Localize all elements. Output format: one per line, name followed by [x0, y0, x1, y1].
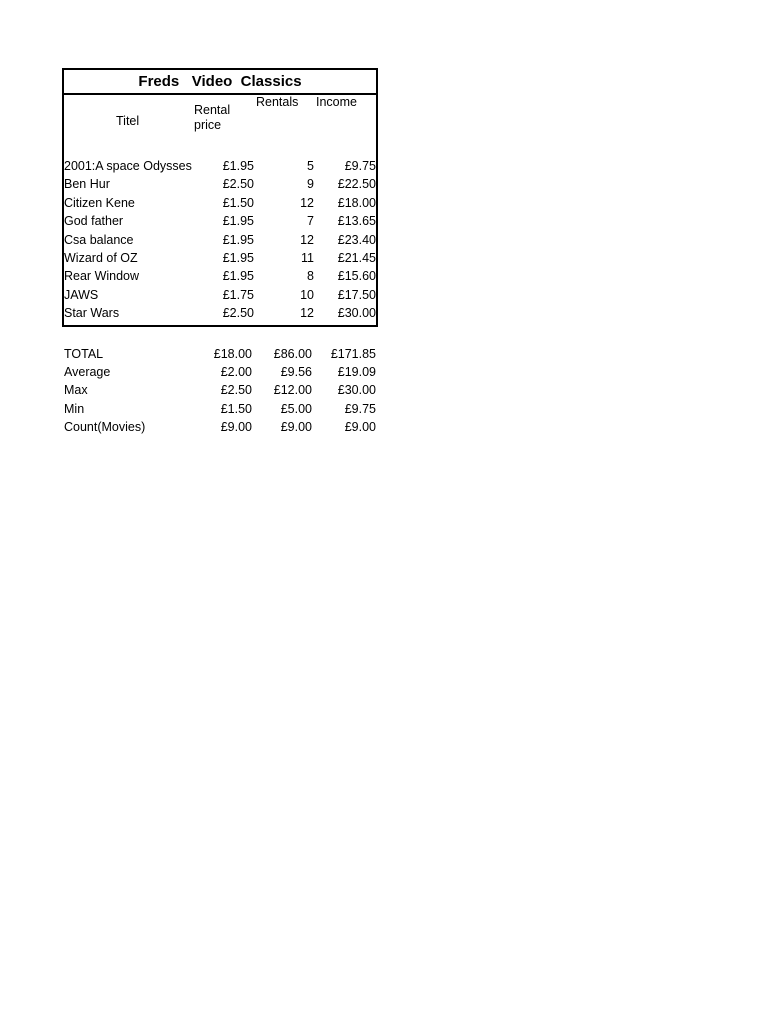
movie-rentals: 12: [300, 232, 314, 247]
summary-label: Average: [64, 364, 111, 379]
movie-rentals: 10: [300, 287, 314, 302]
summary-income: £171.85: [330, 346, 376, 361]
movie-income: £13.65: [337, 214, 376, 229]
summary-row-min: [62, 400, 378, 418]
summary-rentals: £5.00: [280, 401, 312, 416]
summary-block: [62, 345, 378, 437]
movie-title: God father: [64, 214, 124, 229]
table-row: [64, 157, 376, 175]
summary-label: Max: [64, 383, 88, 398]
movie-income: £23.40: [337, 232, 376, 247]
summary-price: £18.00: [213, 346, 252, 361]
summary-rentals: £9.56: [280, 364, 312, 379]
summary-price: £9.00: [220, 420, 252, 435]
summary-row-average: [62, 363, 378, 381]
movie-price: £1.50: [222, 195, 254, 210]
movie-income: £21.45: [337, 250, 376, 265]
movie-rentals: 8: [307, 269, 314, 284]
movie-rentals: 5: [307, 159, 314, 173]
movie-income: £18.00: [337, 195, 376, 210]
summary-row-max: [62, 381, 378, 399]
header-rentals: Rentals: [256, 95, 299, 109]
movie-income: £30.00: [337, 306, 376, 321]
movie-price: £1.95: [222, 159, 254, 173]
summary-rentals: £86.00: [273, 346, 312, 361]
movie-title: Wizard of OZ: [64, 250, 138, 265]
summary-label: Count(Movies): [64, 420, 146, 435]
movie-income: £9.75: [344, 159, 376, 173]
summary-income: £19.09: [337, 364, 376, 379]
table-row: [64, 267, 376, 285]
header-rental-price: Rental price: [194, 103, 231, 132]
table-row: [64, 212, 376, 230]
movie-income: £22.50: [337, 177, 376, 192]
table-title: Freds Video Classics: [64, 70, 376, 95]
summary-price: £1.50: [220, 401, 252, 416]
movie-price: £1.95: [222, 232, 254, 247]
movie-price: £2.50: [222, 306, 254, 321]
movie-title: 2001:A space Odysses: [64, 159, 192, 173]
summary-price: £2.50: [220, 383, 252, 398]
summary-row-count: [62, 418, 378, 436]
movie-title: Ben Hur: [64, 177, 110, 192]
movie-income: £17.50: [337, 287, 376, 302]
movie-rentals: 9: [307, 177, 314, 192]
header-income: Income: [316, 95, 357, 109]
movie-price: £2.50: [222, 177, 254, 192]
summary-income: £30.00: [337, 383, 376, 398]
summary-label: TOTAL: [64, 346, 104, 361]
movie-price: £1.75: [222, 287, 254, 302]
table-row: [64, 231, 376, 249]
table-row: [64, 304, 376, 322]
summary-rentals: £12.00: [273, 383, 312, 398]
movie-table: [62, 68, 378, 327]
summary-label: Min: [64, 401, 85, 416]
summary-price: £2.00: [220, 364, 252, 379]
movie-price: £1.95: [222, 269, 254, 284]
table-row: [64, 194, 376, 212]
summary-rentals: £9.00: [280, 420, 312, 435]
table-row: [64, 249, 376, 267]
summary-row-total: [62, 345, 378, 363]
movie-income: £15.60: [337, 269, 376, 284]
column-headers: [64, 95, 376, 157]
movie-title: Citizen Kene: [64, 195, 135, 210]
movie-rentals: 7: [307, 214, 314, 229]
summary-income: £9.75: [344, 401, 376, 416]
movie-rentals: 11: [301, 250, 314, 265]
movie-rentals: 12: [300, 195, 314, 210]
spreadsheet: [62, 68, 378, 436]
summary-income: £9.00: [344, 420, 376, 435]
movie-rentals: 12: [300, 306, 314, 321]
movie-price: £1.95: [222, 214, 254, 229]
movie-title: Csa balance: [64, 232, 134, 247]
movie-title: JAWS: [64, 287, 99, 302]
movie-title: Star Wars: [64, 306, 120, 321]
table-row: [64, 286, 376, 304]
table-row: [64, 175, 376, 193]
movie-title: Rear Window: [64, 269, 140, 284]
movie-price: £1.95: [222, 250, 254, 265]
movie-rows: [64, 157, 376, 325]
header-titel: Titel: [116, 114, 140, 128]
